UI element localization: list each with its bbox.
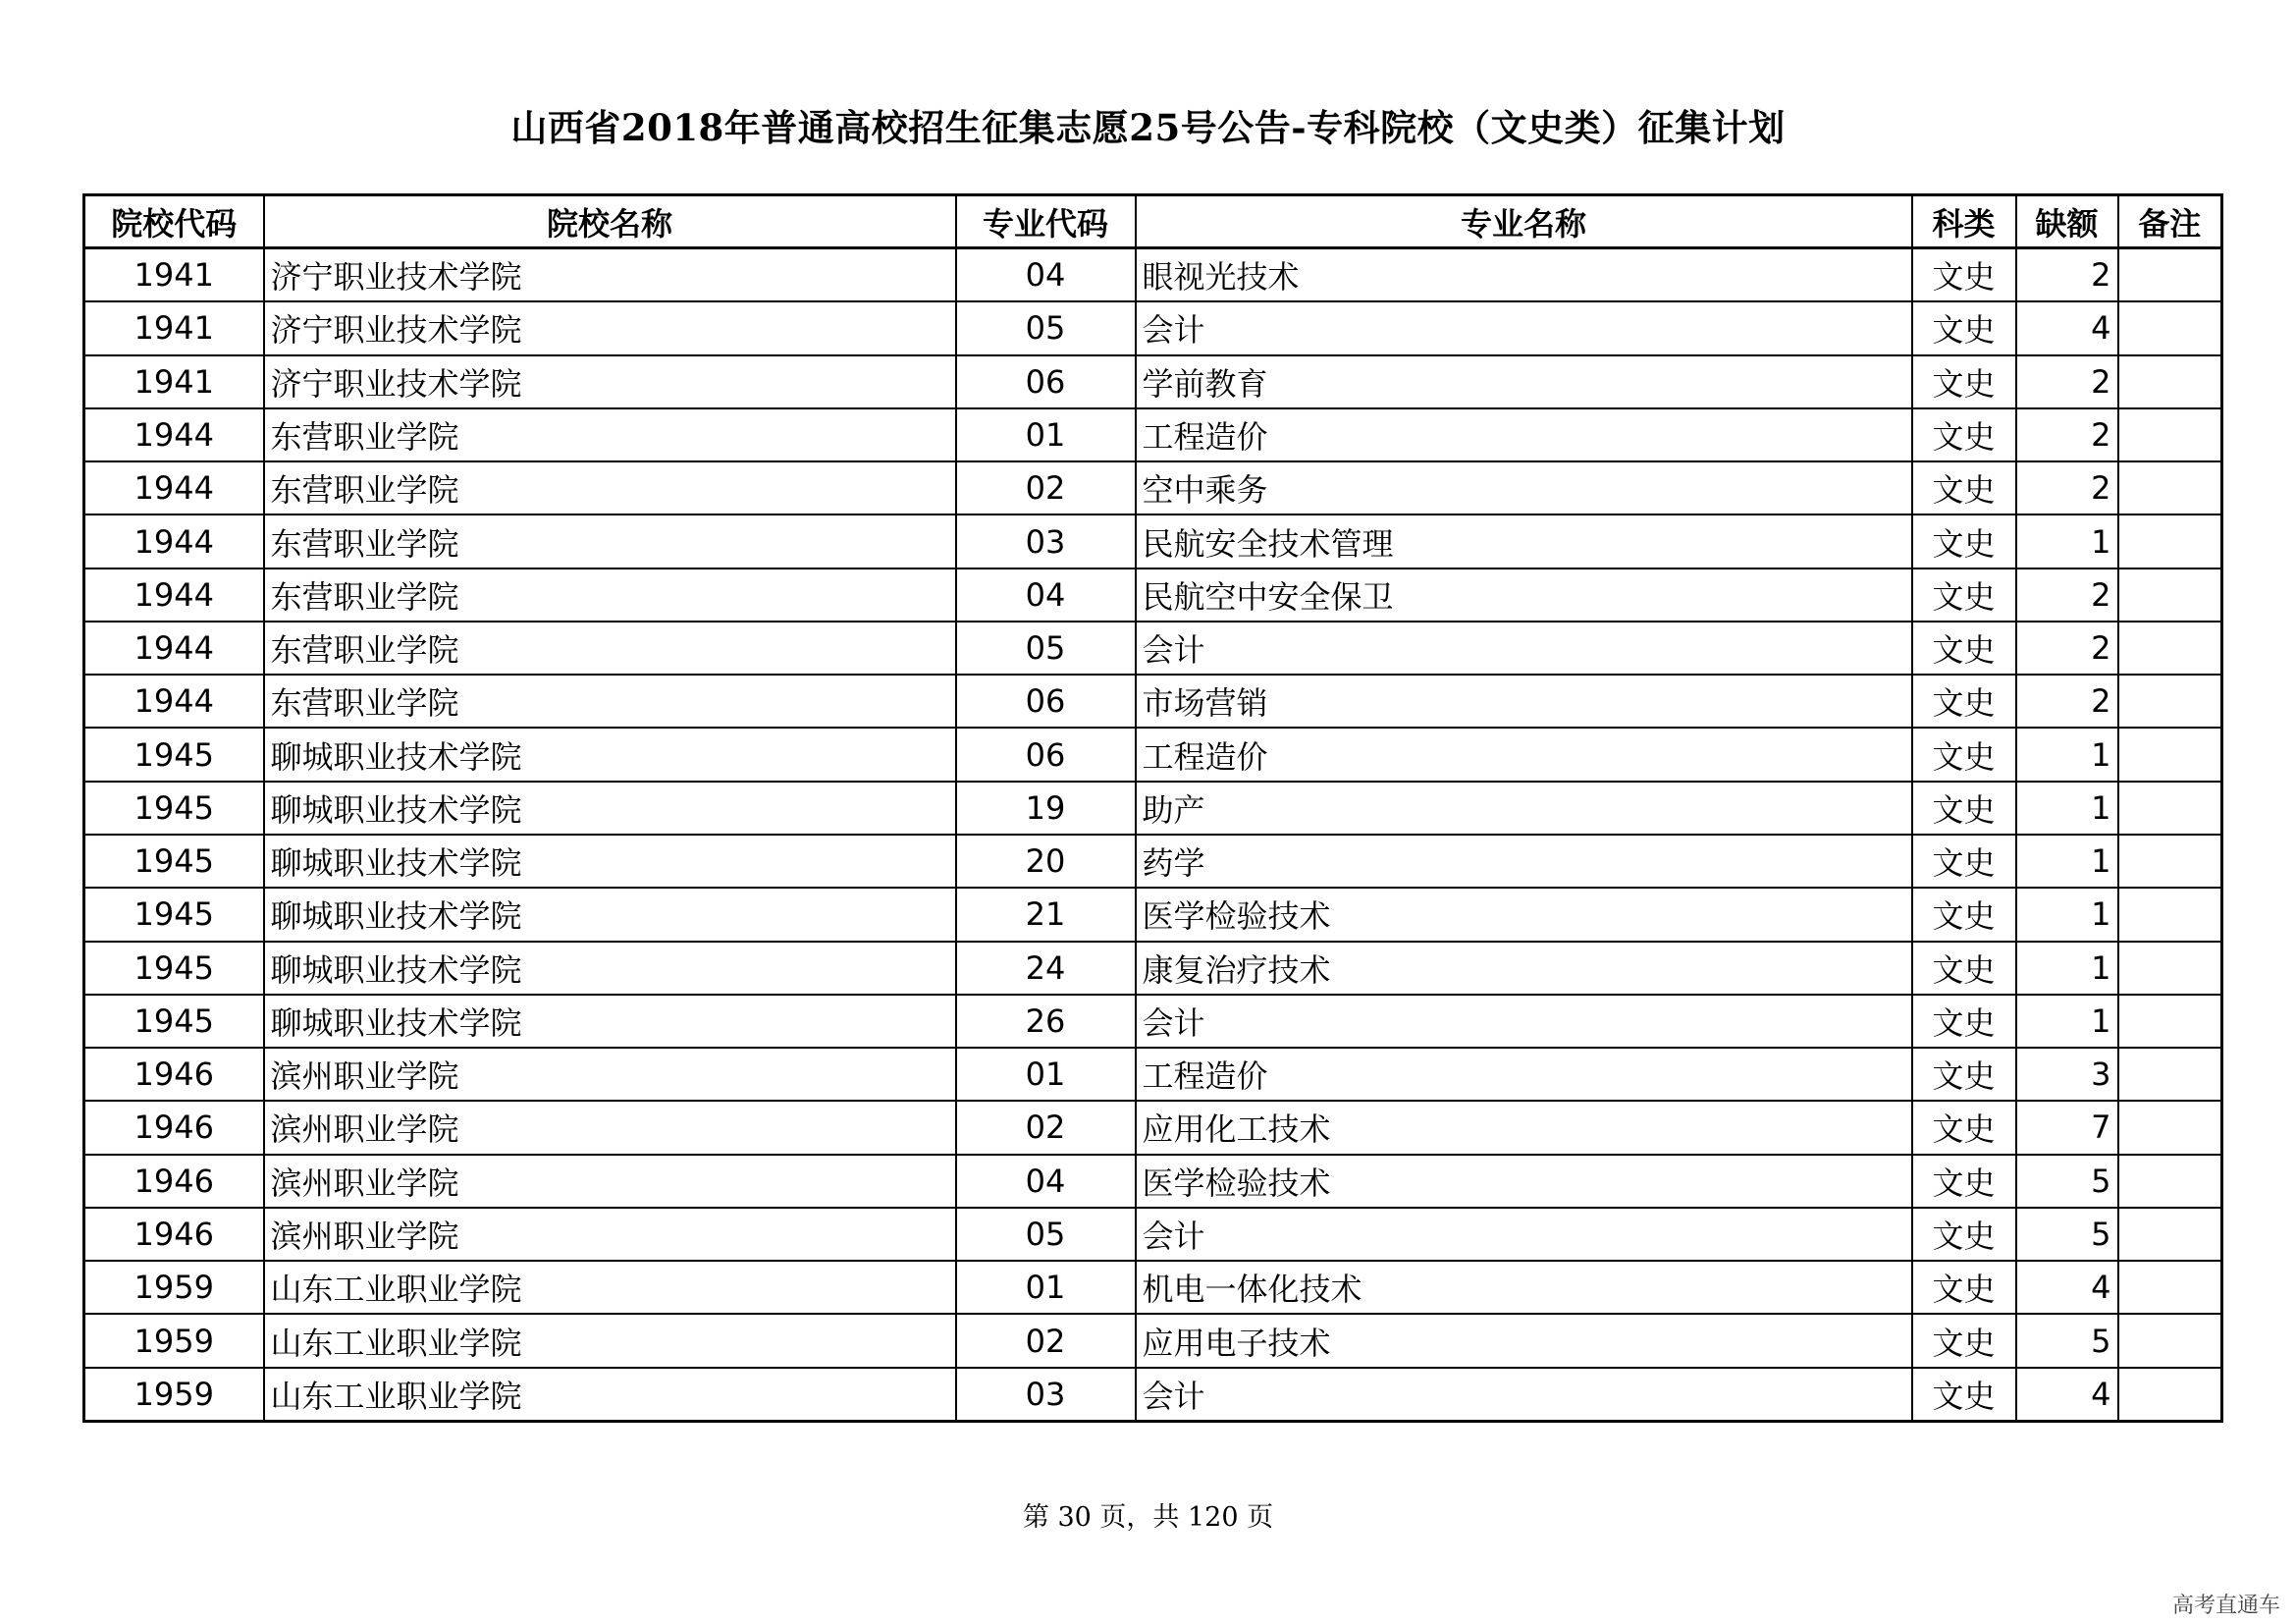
cell-major-name: 民航空中安全保卫 (1136, 568, 1912, 622)
cell-category: 文史 (1912, 675, 2016, 728)
cell-major-code: 05 (956, 1208, 1136, 1261)
cell-major-name: 会计 (1136, 995, 1912, 1048)
cell-vacancy: 2 (2016, 355, 2118, 408)
cell-school-code: 1946 (84, 1048, 264, 1101)
enrollment-plan-table (82, 193, 2223, 1423)
cell-major-code: 20 (956, 835, 1136, 888)
cell-vacancy: 2 (2016, 408, 2118, 461)
table-row (84, 461, 2222, 514)
cell-school-code: 1959 (84, 1368, 264, 1422)
cell-remark (2118, 1208, 2222, 1261)
cell-category: 文史 (1912, 1208, 2016, 1261)
table-row (84, 1101, 2222, 1154)
cell-major-code: 04 (956, 568, 1136, 622)
table-header-row (84, 195, 2222, 248)
cell-vacancy: 4 (2016, 301, 2118, 354)
table-row (84, 942, 2222, 995)
cell-major-name: 助产 (1136, 782, 1912, 835)
cell-school-name: 滨州职业学院 (264, 1101, 956, 1154)
cell-remark (2118, 461, 2222, 514)
cell-school-name: 济宁职业技术学院 (264, 301, 956, 354)
cell-major-name: 会计 (1136, 301, 1912, 354)
cell-school-code: 1945 (84, 728, 264, 781)
cell-school-code: 1941 (84, 301, 264, 354)
cell-school-name: 济宁职业技术学院 (264, 248, 956, 302)
cell-major-name: 工程造价 (1136, 408, 1912, 461)
cell-major-code: 02 (956, 1314, 1136, 1367)
cell-vacancy: 1 (2016, 514, 2118, 568)
cell-school-code: 1941 (84, 248, 264, 302)
cell-school-code: 1959 (84, 1314, 264, 1367)
cell-school-code: 1944 (84, 622, 264, 675)
cell-major-code: 02 (956, 461, 1136, 514)
cell-vacancy: 5 (2016, 1314, 2118, 1367)
cell-school-name: 滨州职业学院 (264, 1048, 956, 1101)
cell-major-code: 03 (956, 1368, 1136, 1422)
cell-school-name: 山东工业职业学院 (264, 1368, 956, 1422)
cell-school-code: 1945 (84, 942, 264, 995)
cell-school-name: 济宁职业技术学院 (264, 355, 956, 408)
cell-major-code: 02 (956, 1101, 1136, 1154)
cell-major-name: 康复治疗技术 (1136, 942, 1912, 995)
cell-vacancy: 4 (2016, 1261, 2118, 1314)
table-row (84, 1155, 2222, 1208)
cell-major-code: 24 (956, 942, 1136, 995)
cell-major-code: 04 (956, 1155, 1136, 1208)
cell-school-code: 1945 (84, 888, 264, 941)
table-row (84, 675, 2222, 728)
cell-major-name: 机电一体化技术 (1136, 1261, 1912, 1314)
cell-remark (2118, 1048, 2222, 1101)
cell-category: 文史 (1912, 942, 2016, 995)
cell-category: 文史 (1912, 1155, 2016, 1208)
cell-remark (2118, 1261, 2222, 1314)
cell-category: 文史 (1912, 1314, 2016, 1367)
cell-major-code: 04 (956, 248, 1136, 302)
cell-remark (2118, 408, 2222, 461)
cell-major-name: 医学检验技术 (1136, 888, 1912, 941)
table-row (84, 622, 2222, 675)
cell-school-code: 1945 (84, 995, 264, 1048)
cell-school-name: 滨州职业学院 (264, 1208, 956, 1261)
cell-school-code: 1959 (84, 1261, 264, 1314)
cell-school-name: 聊城职业技术学院 (264, 728, 956, 781)
cell-school-code: 1946 (84, 1101, 264, 1154)
header-vacancy: 缺额 (2016, 195, 2118, 248)
cell-remark (2118, 568, 2222, 622)
cell-vacancy: 5 (2016, 1155, 2118, 1208)
cell-vacancy: 2 (2016, 461, 2118, 514)
cell-major-code: 01 (956, 1048, 1136, 1101)
cell-major-code: 06 (956, 728, 1136, 781)
cell-major-code: 06 (956, 675, 1136, 728)
cell-category: 文史 (1912, 461, 2016, 514)
cell-major-name: 药学 (1136, 835, 1912, 888)
table-row (84, 782, 2222, 835)
cell-vacancy: 5 (2016, 1208, 2118, 1261)
watermark: 高考直通车 (2171, 1594, 2280, 1618)
cell-category: 文史 (1912, 995, 2016, 1048)
cell-major-name: 眼视光技术 (1136, 248, 1912, 302)
cell-school-name: 山东工业职业学院 (264, 1261, 956, 1314)
cell-school-name: 聊城职业技术学院 (264, 888, 956, 941)
cell-remark (2118, 622, 2222, 675)
cell-remark (2118, 1101, 2222, 1154)
table-row (84, 1208, 2222, 1261)
cell-school-name: 东营职业学院 (264, 461, 956, 514)
cell-major-code: 06 (956, 355, 1136, 408)
cell-vacancy: 2 (2016, 622, 2118, 675)
cell-school-code: 1944 (84, 675, 264, 728)
cell-vacancy: 2 (2016, 568, 2118, 622)
header-major-code: 专业代码 (956, 195, 1136, 248)
cell-vacancy: 1 (2016, 995, 2118, 1048)
cell-remark (2118, 835, 2222, 888)
cell-major-code: 26 (956, 995, 1136, 1048)
cell-major-name: 市场营销 (1136, 675, 1912, 728)
cell-school-code: 1944 (84, 461, 264, 514)
cell-major-code: 05 (956, 301, 1136, 354)
cell-category: 文史 (1912, 1368, 2016, 1422)
cell-school-name: 聊城职业技术学院 (264, 995, 956, 1048)
cell-major-name: 学前教育 (1136, 355, 1912, 408)
cell-major-name: 会计 (1136, 1208, 1912, 1261)
cell-major-name: 应用电子技术 (1136, 1314, 1912, 1367)
cell-school-code: 1944 (84, 408, 264, 461)
cell-school-code: 1944 (84, 568, 264, 622)
cell-category: 文史 (1912, 888, 2016, 941)
cell-remark (2118, 942, 2222, 995)
cell-school-name: 聊城职业技术学院 (264, 835, 956, 888)
cell-remark (2118, 888, 2222, 941)
table-row (84, 1261, 2222, 1314)
cell-remark (2118, 675, 2222, 728)
cell-category: 文史 (1912, 248, 2016, 302)
cell-remark (2118, 355, 2222, 408)
header-major-name: 专业名称 (1136, 195, 1912, 248)
cell-school-name: 东营职业学院 (264, 568, 956, 622)
cell-category: 文史 (1912, 1261, 2016, 1314)
cell-school-name: 东营职业学院 (264, 408, 956, 461)
cell-vacancy: 1 (2016, 782, 2118, 835)
cell-school-code: 1944 (84, 514, 264, 568)
table-row (84, 728, 2222, 781)
cell-category: 文史 (1912, 514, 2016, 568)
table-row (84, 355, 2222, 408)
cell-remark (2118, 301, 2222, 354)
cell-school-code: 1946 (84, 1155, 264, 1208)
table-row (84, 1368, 2222, 1422)
cell-vacancy: 2 (2016, 248, 2118, 302)
cell-remark (2118, 995, 2222, 1048)
cell-school-name: 滨州职业学院 (264, 1155, 956, 1208)
cell-category: 文史 (1912, 1048, 2016, 1101)
cell-school-name: 山东工业职业学院 (264, 1314, 956, 1367)
cell-major-code: 21 (956, 888, 1136, 941)
cell-major-name: 会计 (1136, 1368, 1912, 1422)
cell-category: 文史 (1912, 568, 2016, 622)
cell-school-name: 东营职业学院 (264, 514, 956, 568)
cell-category: 文史 (1912, 782, 2016, 835)
cell-school-code: 1946 (84, 1208, 264, 1261)
cell-category: 文史 (1912, 1101, 2016, 1154)
cell-category: 文史 (1912, 355, 2016, 408)
header-school-name: 院校名称 (264, 195, 956, 248)
table-row (84, 514, 2222, 568)
table-row (84, 835, 2222, 888)
table-row (84, 888, 2222, 941)
cell-major-name: 医学检验技术 (1136, 1155, 1912, 1208)
cell-major-code: 01 (956, 408, 1136, 461)
page-title: 山西省2018年普通高校招生征集志愿25号公告-专科院校（文史类）征集计划 (510, 106, 1786, 149)
table-row (84, 568, 2222, 622)
cell-remark (2118, 514, 2222, 568)
cell-category: 文史 (1912, 622, 2016, 675)
cell-major-name: 工程造价 (1136, 728, 1912, 781)
header-category: 科类 (1912, 195, 2016, 248)
cell-school-name: 聊城职业技术学院 (264, 782, 956, 835)
cell-major-code: 19 (956, 782, 1136, 835)
cell-major-code: 03 (956, 514, 1136, 568)
cell-school-code: 1941 (84, 355, 264, 408)
cell-category: 文史 (1912, 728, 2016, 781)
table-row (84, 1314, 2222, 1367)
cell-vacancy: 1 (2016, 942, 2118, 995)
cell-category: 文史 (1912, 301, 2016, 354)
cell-major-name: 应用化工技术 (1136, 1101, 1912, 1154)
cell-major-code: 05 (956, 622, 1136, 675)
cell-remark (2118, 782, 2222, 835)
table-row (84, 301, 2222, 354)
page-number: 第 30 页，共 120 页 (1022, 1502, 1274, 1533)
cell-category: 文史 (1912, 835, 2016, 888)
table-row (84, 408, 2222, 461)
cell-remark (2118, 1314, 2222, 1367)
cell-vacancy: 3 (2016, 1048, 2118, 1101)
cell-school-name: 东营职业学院 (264, 622, 956, 675)
cell-remark (2118, 1368, 2222, 1422)
cell-vacancy: 7 (2016, 1101, 2118, 1154)
cell-vacancy: 1 (2016, 728, 2118, 781)
cell-major-name: 空中乘务 (1136, 461, 1912, 514)
cell-vacancy: 1 (2016, 888, 2118, 941)
cell-remark (2118, 248, 2222, 302)
cell-major-name: 会计 (1136, 622, 1912, 675)
cell-category: 文史 (1912, 408, 2016, 461)
table-row (84, 248, 2222, 302)
cell-major-name: 工程造价 (1136, 1048, 1912, 1101)
cell-school-name: 东营职业学院 (264, 675, 956, 728)
cell-school-code: 1945 (84, 835, 264, 888)
table-row (84, 995, 2222, 1048)
table-row (84, 1048, 2222, 1101)
header-school-code: 院校代码 (84, 195, 264, 248)
cell-remark (2118, 1155, 2222, 1208)
cell-school-name: 聊城职业技术学院 (264, 942, 956, 995)
cell-vacancy: 1 (2016, 835, 2118, 888)
cell-major-name: 民航安全技术管理 (1136, 514, 1912, 568)
header-remark: 备注 (2118, 195, 2222, 248)
cell-school-code: 1945 (84, 782, 264, 835)
cell-remark (2118, 728, 2222, 781)
cell-vacancy: 4 (2016, 1368, 2118, 1422)
cell-vacancy: 2 (2016, 675, 2118, 728)
cell-major-code: 01 (956, 1261, 1136, 1314)
